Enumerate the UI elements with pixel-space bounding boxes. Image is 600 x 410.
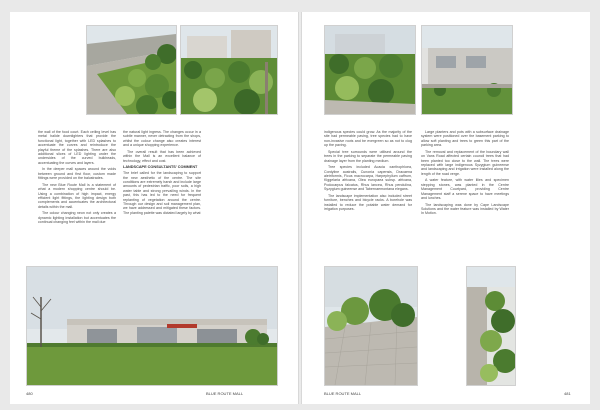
photo-parking-planting: [324, 25, 416, 115]
paragraph: The removal and replacement of the boundary wall on Vans Road affected certain council trees that had been planted too close to the wall. The trees were replaced with large indigenous Syzygium guineense and landscaping and irrigation were installed along the length of the road verge.: [421, 149, 509, 176]
text-column: [324, 130, 412, 214]
paragraph: Tree species included Acacia xanthophloea, Cordyline australis, Cunonia capensis, Dracaena aletriformis, Ficus macrocarpa, Harpephyllum caffrum, Kiggelaria africana, Olea europaea subsp. africana, Podocarpus falcatus, Rhus lancea, Rhus pendulina, Syzygium guineense and Tabernaemontana elegans.: [324, 165, 412, 192]
photo-building-planter: [421, 25, 513, 115]
paragraph: The new Blue Route Mall is a statement of what a modern shopping centre should be. Using a combination of high impact, energy efficient light fittings, the lighting design both complements and accentuates the architectural details within the mall.: [38, 182, 116, 209]
photo-green-wall: [466, 266, 516, 386]
right-page: [302, 12, 590, 404]
paragraph: the natural light ingress. The changes occur in a subtle manner, never detracting from the shops, whilst the colour change also creates interest and a unique shopping experience.: [123, 130, 201, 148]
paragraph: Large planters and pots with a subsurface drainage system were positioned over the basement parking to allow soft planting and trees to green this part of the parking area.: [421, 130, 509, 148]
paragraph: The colour changing neon not only creates a dynamic lighting installation but accentuates the continual changing feel within the mall due: [38, 211, 116, 225]
paragraph: the wall of the food court. Each ceiling level has metal halide downlighters that provide the functional light, together with LED splashes to accentuate the curves and reintroduce the playful theme of the splashes. There are also additional slices of LED lighting under the undersides of the curved bulkheads, accentuating the curves and layers.: [38, 130, 116, 165]
paragraph: indigenous species could grow. As the majority of the site had permeable paving, tree species had to have non-invasive roots and be evergreen so as not to clog up the paving.: [324, 130, 412, 148]
photo-roadside-planting: [86, 25, 177, 115]
running-foot: BLUE ROUTE MALL: [206, 391, 244, 396]
paragraph: The landscape implementation also included street furniture, benches and bicycle racks. A borehole was installed to reduce the potable water demand for irrigation purposes.: [324, 193, 412, 212]
photo-mall-exterior: [26, 266, 278, 386]
paragraph: In the deeper mall spaces around the voids between ground and first floor, custom made fittings were provided on the balustrades.: [38, 167, 116, 181]
text-column: [123, 130, 201, 217]
paragraph: The overall result that has been achieved within the Mall is an excellent balance of technology, effect and cost.: [123, 149, 201, 163]
running-foot: BLUE ROUTE MALL: [324, 391, 362, 396]
paragraph: A water feature, with water lilies and specimen stepping stones, was planted in the Centre Management Courtyard, providing Centre Management staff a serene space to have meetings and lunches.: [421, 178, 509, 201]
left-page: [10, 12, 298, 404]
paragraph: The landscaping was done by Cape Landscape Solutions and the water feature was installed by Water In Motion.: [421, 202, 509, 216]
page-number: 481: [564, 391, 571, 396]
text-column: [38, 130, 116, 227]
text-column: [421, 130, 509, 218]
photo-planted-walkway: [180, 25, 278, 115]
photo-paving-palms: [324, 266, 418, 386]
paragraph: Special tree surrounds were utilised around the trees in the parking to separate the permeable paving drainage layer from the planting medium.: [324, 149, 412, 163]
section-heading: LANDSCAPE CONSULTANTS' COMMENT: [123, 165, 198, 170]
page-number: 480: [26, 391, 33, 396]
paragraph: The brief called for the landscaping to support the new aesthetic of the centre. The site conditions are extremely harsh and include large amounts of pedestrian traffic, poor soils, a high water table and strong prevailing winds. In the past, this has led to the need for frequent replanting of vegetation around the centre. Through our design and soil management plan, we have addressed and mitigated these factors. The planting palette was dictated largely by what: [123, 171, 201, 215]
